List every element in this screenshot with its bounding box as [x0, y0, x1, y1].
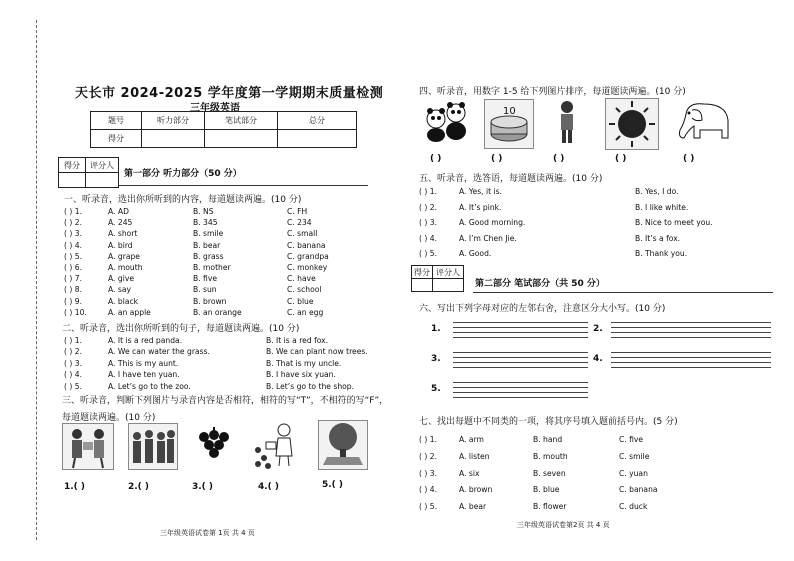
question-row — [397, 484, 794, 495]
answer-bracket[interactable]: ( ) 4. — [419, 233, 437, 243]
option-a: A. Good morning. — [459, 218, 526, 227]
grader-reviewer-cell[interactable] — [86, 173, 119, 188]
option-c: C. yuan — [619, 468, 648, 478]
divider — [473, 292, 773, 293]
option-a: A. six — [459, 468, 480, 478]
option-b: B. blue — [533, 485, 560, 495]
section2-heading: 二、听录音，选出你所听到的句子，每道题读两遍。(10 分) — [62, 324, 300, 334]
grader-score-cell[interactable] — [412, 279, 433, 292]
section3-heading-line2: 每道题读两遍。(10 分) — [62, 413, 156, 423]
writing-line — [453, 352, 588, 353]
grader-score-label: 得分 — [412, 266, 433, 279]
grader-reviewer-cell[interactable] — [433, 279, 464, 292]
picture-children-reading — [62, 423, 114, 470]
writing-line — [611, 322, 771, 323]
answer-bracket[interactable]: ( ) 3. — [64, 358, 82, 368]
option-b: B. sun — [193, 285, 217, 295]
writing-line — [611, 337, 771, 338]
option-a: A. listen — [459, 451, 490, 461]
section7-heading: 七、找出每题中不同类的一项，将其序号填入题前括号内。(5 分) — [419, 417, 678, 427]
option-c: C. an egg — [287, 307, 324, 317]
option-c: C. banana — [619, 485, 658, 495]
option-b: B. Yes, I do. — [635, 187, 679, 196]
part2-title: 第二部分 笔试部分（共 50 分） — [475, 279, 605, 289]
option-b: B. It is a red fox. — [266, 336, 329, 345]
picture-girl-watering-flowers — [252, 420, 304, 470]
option-a: A. brown — [459, 485, 493, 495]
question-row — [0, 217, 397, 228]
option-b: B. seven — [533, 468, 566, 478]
answer-bracket[interactable]: ( ) 5. — [64, 381, 82, 391]
option-b: B. bear — [193, 240, 221, 250]
option-a: A. I’m Chen Jie. — [459, 233, 517, 243]
option-a: A. AD — [108, 207, 129, 216]
s4-answer-1[interactable]: ( ) — [430, 154, 442, 164]
picture-sun — [605, 98, 659, 150]
answer-bracket[interactable]: ( ) 9. — [64, 296, 82, 306]
section3-heading-line1: 三、听录音，判断下列图片与录音内容是否相符，相符的写“T”，不相符的写“F”， — [62, 396, 389, 406]
grader-box-part1 — [58, 157, 119, 188]
question-row — [397, 501, 794, 512]
answer-bracket[interactable]: ( ) 4. — [64, 240, 82, 250]
writing-line[interactable] — [611, 327, 771, 328]
option-a: A. grape — [108, 251, 140, 261]
picture-tree-scene — [318, 420, 368, 470]
writing-line — [453, 332, 588, 333]
writing-item-label: 2. — [593, 324, 603, 334]
exam-title: 天长市 2024-2025 学年度第一学期期末质量检测 — [75, 86, 384, 101]
option-b: B. mother — [193, 263, 231, 272]
picture-boy — [547, 99, 587, 145]
answer-bracket[interactable]: ( ) 1. — [64, 207, 82, 216]
question-row — [0, 335, 397, 346]
exam-subtitle: 三年级英语 — [190, 103, 240, 114]
grader-reviewer-label: 评分人 — [86, 158, 119, 173]
writing-line — [611, 362, 771, 363]
writing-line — [453, 337, 588, 338]
score-table-header-written: 笔试部分 — [205, 112, 278, 130]
option-c: C. have — [287, 274, 316, 284]
answer-bracket[interactable]: ( ) 5. — [419, 249, 437, 258]
answer-bracket[interactable]: ( ) 6. — [64, 263, 82, 272]
question-row — [397, 434, 794, 445]
option-b: B. brown — [193, 296, 227, 306]
writing-line — [611, 332, 771, 333]
writing-item-label: 4. — [593, 354, 603, 364]
option-a: A. bear — [459, 502, 487, 512]
answer-bracket[interactable]: ( ) 10. — [64, 307, 87, 317]
answer-bracket[interactable]: ( ) 1. — [64, 336, 82, 345]
answer-bracket[interactable]: ( ) 2. — [419, 451, 437, 461]
option-b: B. NS — [193, 207, 214, 216]
section5-heading: 五、听录音，选答语，每道题读两遍。(10 分) — [419, 174, 603, 184]
writing-line — [453, 397, 588, 398]
option-c: C. grandpa — [287, 251, 329, 261]
option-a: A. This is my aunt. — [108, 358, 179, 368]
option-a: A. bird — [108, 240, 133, 250]
option-b: B. Nice to meet you. — [635, 218, 713, 227]
answer-bracket[interactable]: ( ) 3. — [419, 218, 437, 227]
option-b: B. flower — [533, 502, 567, 512]
answer-bracket[interactable]: ( ) 5. — [64, 251, 82, 261]
score-table-header-question: 题号 — [91, 112, 142, 130]
option-a: A. We can water the grass. — [108, 347, 210, 357]
option-c: C. school — [287, 285, 322, 295]
grader-box-part2 — [411, 265, 464, 292]
option-c: C. duck — [619, 502, 648, 512]
question-row — [0, 273, 397, 284]
answer-bracket[interactable]: ( ) 8. — [64, 285, 82, 295]
score-table-header-listening: 听力部分 — [142, 112, 205, 130]
question-row — [0, 284, 397, 295]
score-cell-written[interactable] — [205, 130, 278, 148]
section1-heading: 一、听录音，选出你所听到的内容，每道题读两遍。(10 分) — [64, 195, 302, 205]
question-row — [0, 307, 397, 318]
writing-line — [453, 322, 588, 323]
s3-answer-1[interactable]: 1.( ) — [64, 482, 86, 492]
answer-bracket[interactable]: ( ) 2. — [419, 202, 437, 212]
option-a: A. black — [108, 296, 139, 306]
question-row — [397, 451, 794, 462]
writing-line[interactable] — [611, 357, 771, 358]
picture-crowd — [128, 423, 178, 470]
page-footer: 三年级英语试卷第 1页 共 4 页 — [160, 529, 255, 537]
option-b: B. mouth — [533, 451, 568, 461]
section4-heading: 四、听录音，用数字 1-5 给下列图片排序，每道题读两遍。(10 分) — [419, 87, 686, 97]
answer-bracket[interactable]: ( ) 4. — [64, 370, 82, 380]
score-table-header-total: 总分 — [278, 112, 357, 130]
writing-item-label: 3. — [431, 354, 441, 364]
option-b: B. I have six yuan. — [266, 370, 336, 380]
option-a: A. 245 — [108, 218, 133, 228]
option-a: A. mouth — [108, 263, 143, 272]
question-row — [0, 228, 397, 239]
option-a: A. I have ten yuan. — [108, 370, 180, 380]
exam-page-2 — [397, 0, 794, 561]
score-table-score-label: 得分 — [91, 130, 142, 148]
grader-score-cell[interactable] — [59, 173, 86, 188]
divider — [118, 185, 368, 186]
answer-bracket[interactable]: ( ) 1. — [419, 187, 437, 196]
option-b: B. an orange — [193, 307, 242, 317]
option-b: B. I like white. — [635, 202, 689, 212]
option-b: B. smile — [193, 229, 224, 239]
answer-bracket[interactable]: ( ) 5. — [419, 502, 437, 512]
option-b: B. That is my uncle. — [266, 358, 342, 368]
writing-item-label: 5. — [431, 384, 441, 394]
question-row — [0, 358, 397, 369]
picture-pandas — [422, 99, 472, 144]
question-row — [397, 248, 794, 259]
option-a: A. It is a red panda. — [108, 336, 183, 345]
s3-answer-2[interactable]: 2.( ) — [128, 482, 150, 492]
option-a: A. Good. — [459, 249, 492, 258]
cake-number: 10 — [503, 106, 516, 117]
writing-line — [611, 352, 771, 353]
s3-answer-5[interactable]: 5.( ) — [322, 480, 344, 490]
writing-line — [453, 367, 588, 368]
option-b: B. grass — [193, 251, 224, 261]
question-row — [0, 206, 397, 217]
question-row — [397, 202, 794, 213]
s4-answer-4[interactable]: ( ) — [615, 154, 627, 164]
option-b: B. Let’s go to the shop. — [266, 381, 355, 391]
writing-line — [611, 367, 771, 368]
answer-bracket[interactable]: ( ) 2. — [64, 347, 82, 357]
question-row — [397, 217, 794, 228]
question-row — [0, 369, 397, 380]
option-a: A. short — [108, 229, 138, 239]
option-c: C. smile — [619, 451, 650, 461]
question-row — [397, 233, 794, 244]
writing-line — [453, 392, 588, 393]
option-c: C. monkey — [287, 263, 328, 272]
answer-bracket[interactable]: ( ) 4. — [419, 485, 437, 495]
picture-birthday-cake — [484, 99, 534, 149]
s4-answer-5[interactable]: ( ) — [683, 154, 695, 164]
picture-elephant — [672, 100, 734, 146]
section6-heading: 六、写出下列字母对应的左邻右舍，注意区分大小写。(10 分) — [419, 304, 666, 314]
grader-score-label: 得分 — [59, 158, 86, 173]
grader-reviewer-label: 评分人 — [433, 266, 464, 279]
answer-bracket[interactable]: ( ) 3. — [419, 468, 437, 478]
question-row — [0, 346, 397, 357]
page-footer: 三年级英语试卷第2页 共 4 页 — [517, 521, 610, 529]
picture-grapes — [190, 423, 238, 468]
score-cell-listening[interactable] — [142, 130, 205, 148]
answer-bracket[interactable]: ( ) 1. — [419, 435, 437, 444]
writing-line — [453, 382, 588, 383]
question-row — [0, 262, 397, 273]
answer-bracket[interactable]: ( ) 3. — [64, 229, 82, 239]
option-c: C. 234 — [287, 218, 312, 228]
answer-bracket[interactable]: ( ) 7. — [64, 274, 82, 284]
option-c: C. banana — [287, 240, 326, 250]
writing-line[interactable] — [453, 327, 588, 328]
question-row — [0, 381, 397, 392]
s3-answer-4[interactable]: 4.( ) — [258, 482, 280, 492]
option-c: C. five — [619, 435, 644, 444]
option-b: B. five — [193, 274, 217, 284]
option-c: C. FH — [287, 207, 308, 216]
s3-answer-3[interactable]: 3.( ) — [192, 482, 214, 492]
question-row — [397, 186, 794, 197]
option-a: A. say — [108, 285, 131, 295]
option-c: C. blue — [287, 296, 314, 306]
question-row — [0, 251, 397, 262]
writing-line[interactable] — [453, 357, 588, 358]
option-b: B. 345 — [193, 218, 218, 228]
option-a: A. It’s pink. — [459, 202, 502, 212]
question-row — [397, 468, 794, 479]
writing-line — [453, 362, 588, 363]
part1-title: 第一部分 听力部分（50 分） — [124, 169, 242, 179]
score-cell-total[interactable] — [278, 130, 357, 148]
option-a: A. Yes, it is. — [459, 187, 502, 196]
option-b: B. It’s a fox. — [635, 233, 681, 243]
score-table — [90, 111, 357, 148]
option-a: A. give — [108, 274, 134, 284]
writing-item-label: 1. — [431, 324, 441, 334]
answer-bracket[interactable]: ( ) 2. — [64, 218, 82, 228]
option-a: A. arm — [459, 435, 484, 444]
option-a: A. Let’s go to the zoo. — [108, 381, 191, 391]
option-b: B. Thank you. — [635, 249, 688, 258]
s4-answer-2[interactable]: ( ) — [491, 154, 503, 164]
writing-line[interactable] — [453, 387, 588, 388]
option-c: C. small — [287, 229, 318, 239]
question-row — [0, 240, 397, 251]
option-b: B. We can plant now trees. — [266, 347, 368, 357]
question-row — [0, 296, 397, 307]
option-a: A. an apple — [108, 307, 151, 317]
option-b: B. hand — [533, 435, 563, 444]
s4-answer-3[interactable]: ( ) — [553, 154, 565, 164]
